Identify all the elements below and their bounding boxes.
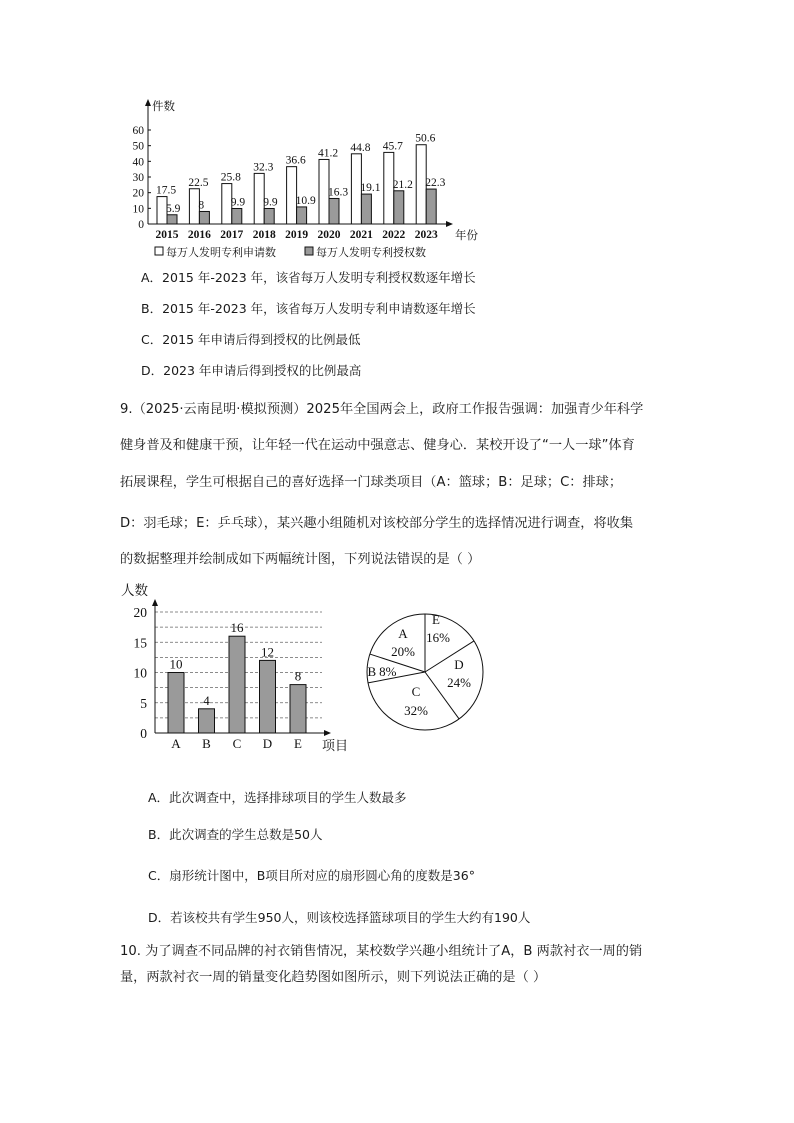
grant-bar (361, 194, 371, 224)
grant-data-label: 21.2 (392, 178, 413, 191)
application-data-label: 41.2 (318, 147, 339, 160)
y-tick-label: 10 (133, 665, 147, 681)
x-axis-label: 年份 (455, 228, 478, 242)
grant-data-label: 9.9 (263, 196, 278, 209)
legend-label-application: 每万人发明专利申请数 (166, 246, 276, 259)
x-tick-label: A (171, 736, 181, 751)
x-tick-label: 2023 (414, 229, 438, 241)
q8-option-b: B．2015 年-2023 年，该省每万人发明专利申请数逐年增长 (141, 301, 476, 316)
grant-data-label: 16.3 (328, 186, 349, 199)
y-tick-label: 15 (133, 635, 147, 651)
bar-data-label: 12 (261, 644, 274, 660)
application-data-label: 22.5 (188, 176, 209, 189)
x-tick-label: D (262, 736, 273, 751)
grant-bar (329, 198, 339, 224)
y-axis-arrow (152, 599, 158, 606)
application-data-label: 50.6 (415, 132, 436, 145)
application-data-label: 45.7 (382, 140, 403, 153)
x-tick-label: 2021 (349, 229, 373, 241)
y-tick-label: 0 (138, 219, 144, 231)
pie-pct-d: 24% (447, 675, 471, 690)
grant-data-label: 5.9 (166, 202, 181, 215)
bar (290, 685, 306, 733)
q9-line-3: 拓展课程，学生可根据自己的喜好选择一门球类项目（A：篮球；B：足球；C：排球； (120, 475, 623, 490)
x-axis-arrow (324, 730, 331, 736)
application-data-label: 32.3 (253, 161, 274, 174)
q9-option-a: A．此次调查中，选择排球项目的学生人数最多 (148, 790, 407, 805)
q9-line-2: 健身普及和健康干预，让年轻一代在运动中强意志、健身心．某校开设了“一人一球”体育 (120, 438, 635, 453)
bar (168, 673, 184, 734)
x-tick-label: 2016 (187, 229, 211, 241)
grant-bar (199, 211, 209, 224)
y-tick-label: 10 (132, 203, 144, 216)
x-tick-label: 2022 (382, 229, 406, 241)
y-axis-label: 件数 (152, 99, 175, 113)
pie-pct-c: 32% (404, 703, 428, 718)
y-tick-label: 50 (132, 140, 144, 153)
pie-pct-a: 20% (391, 644, 415, 659)
x-axis-arrow (446, 221, 453, 227)
bar-data-label: 10 (169, 656, 183, 672)
sport-charts (0, 575, 794, 755)
pie-letter-e: E (432, 612, 440, 627)
legend-label-grant: 每万人发明专利授权数 (316, 246, 426, 259)
x-tick-label: 2017 (220, 229, 244, 241)
pie-letter-d: D (454, 657, 464, 672)
x-tick-label: B (202, 736, 211, 751)
y-tick-label: 40 (132, 156, 144, 169)
pie-letter-c: C (411, 684, 421, 699)
grant-bar (426, 189, 436, 224)
y-tick-label: 20 (132, 187, 144, 200)
application-data-label: 25.8 (220, 171, 241, 184)
application-data-label: 44.8 (350, 141, 371, 154)
q8-option-c: C．2015 年申请后得到授权的比例最低 (141, 332, 361, 347)
q9-line-4: D：羽毛球；E：乒乓球），某兴趣小组随机对该校部分学生的选择情况进行调查，将收集 (120, 516, 634, 531)
q9-option-b: B．此次调查的学生总数是50人 (148, 827, 323, 842)
q8-option-d: D．2023 年申请后得到授权的比例最高 (141, 363, 362, 378)
x-tick-label: C (232, 736, 242, 751)
grant-bar (264, 208, 274, 224)
x-tick-label: E (294, 736, 302, 751)
q8-option-a: A．2015 年-2023 年，该省每万人发明专利授权数逐年增长 (141, 270, 476, 285)
legend-swatch-grant (305, 247, 313, 255)
grant-data-label: 22.3 (425, 177, 446, 190)
bar (229, 636, 245, 733)
q9-line-5: 的数据整理并绘制成如下两幅统计图，下列说法错误的是（ ） (120, 552, 481, 567)
application-data-label: 17.5 (156, 184, 177, 197)
pie-label-b (367, 664, 396, 679)
y-axis-arrow (145, 99, 151, 106)
grant-bar (394, 191, 404, 224)
y-tick-label: 60 (132, 125, 144, 137)
x-tick-label: 2015 (155, 229, 179, 241)
pie-pct-b: 8% (379, 664, 397, 679)
bar-data-label: 4 (203, 692, 210, 708)
grant-bar (232, 208, 242, 224)
x-tick-label: 2018 (252, 229, 276, 241)
bar (260, 660, 276, 733)
q10-line-1: 10. 为了调查不同品牌的衬衣销售情况，某校数学兴趣小组统计了A，B 两款衬衣一周的销 (120, 944, 643, 959)
bar-data-label: 8 (294, 668, 302, 684)
q9-line-1: 9.（2025·云南昆明·模拟预测）2025年全国两会上，政府工作报告强调：加强青少年科学 (120, 402, 644, 417)
q10-line-2: 量，两款衬衣一周的销量变化趋势图如图所示，则下列说法正确的是（ ） (120, 970, 547, 985)
grant-bar (167, 215, 177, 224)
x-axis-label: 项目 (322, 739, 349, 754)
y-axis-label: 人数 (121, 583, 148, 599)
pie-pct-e: 16% (426, 630, 450, 645)
application-data-label: 36.6 (285, 154, 306, 167)
y-tick-label: 0 (140, 726, 147, 741)
x-tick-label: 2020 (317, 229, 341, 241)
bar-data-label: 16 (230, 620, 244, 636)
patent-bar-chart (0, 0, 794, 270)
legend-swatch-application (155, 247, 163, 255)
grant-data-label: 10.9 (295, 194, 316, 207)
pie-letter-a: A (398, 626, 408, 641)
q9-option-d: D．若该校共有学生950人，则该校选择篮球项目的学生大约有190人 (148, 910, 531, 925)
grant-data-label: 8 (198, 199, 205, 212)
grant-bar (297, 207, 307, 224)
pie-letter-b: B (367, 664, 377, 679)
y-tick-label: 30 (132, 172, 144, 184)
grant-data-label: 9.9 (230, 196, 246, 209)
grant-data-label: 19.1 (360, 182, 381, 195)
q9-option-c: C．扇形统计图中，B项目所对应的扇形圆心角的度数是36° (148, 868, 475, 883)
y-tick-label: 20 (133, 605, 147, 620)
y-tick-label: 5 (140, 695, 147, 711)
bar (199, 709, 215, 733)
x-tick-label: 2019 (285, 229, 309, 241)
